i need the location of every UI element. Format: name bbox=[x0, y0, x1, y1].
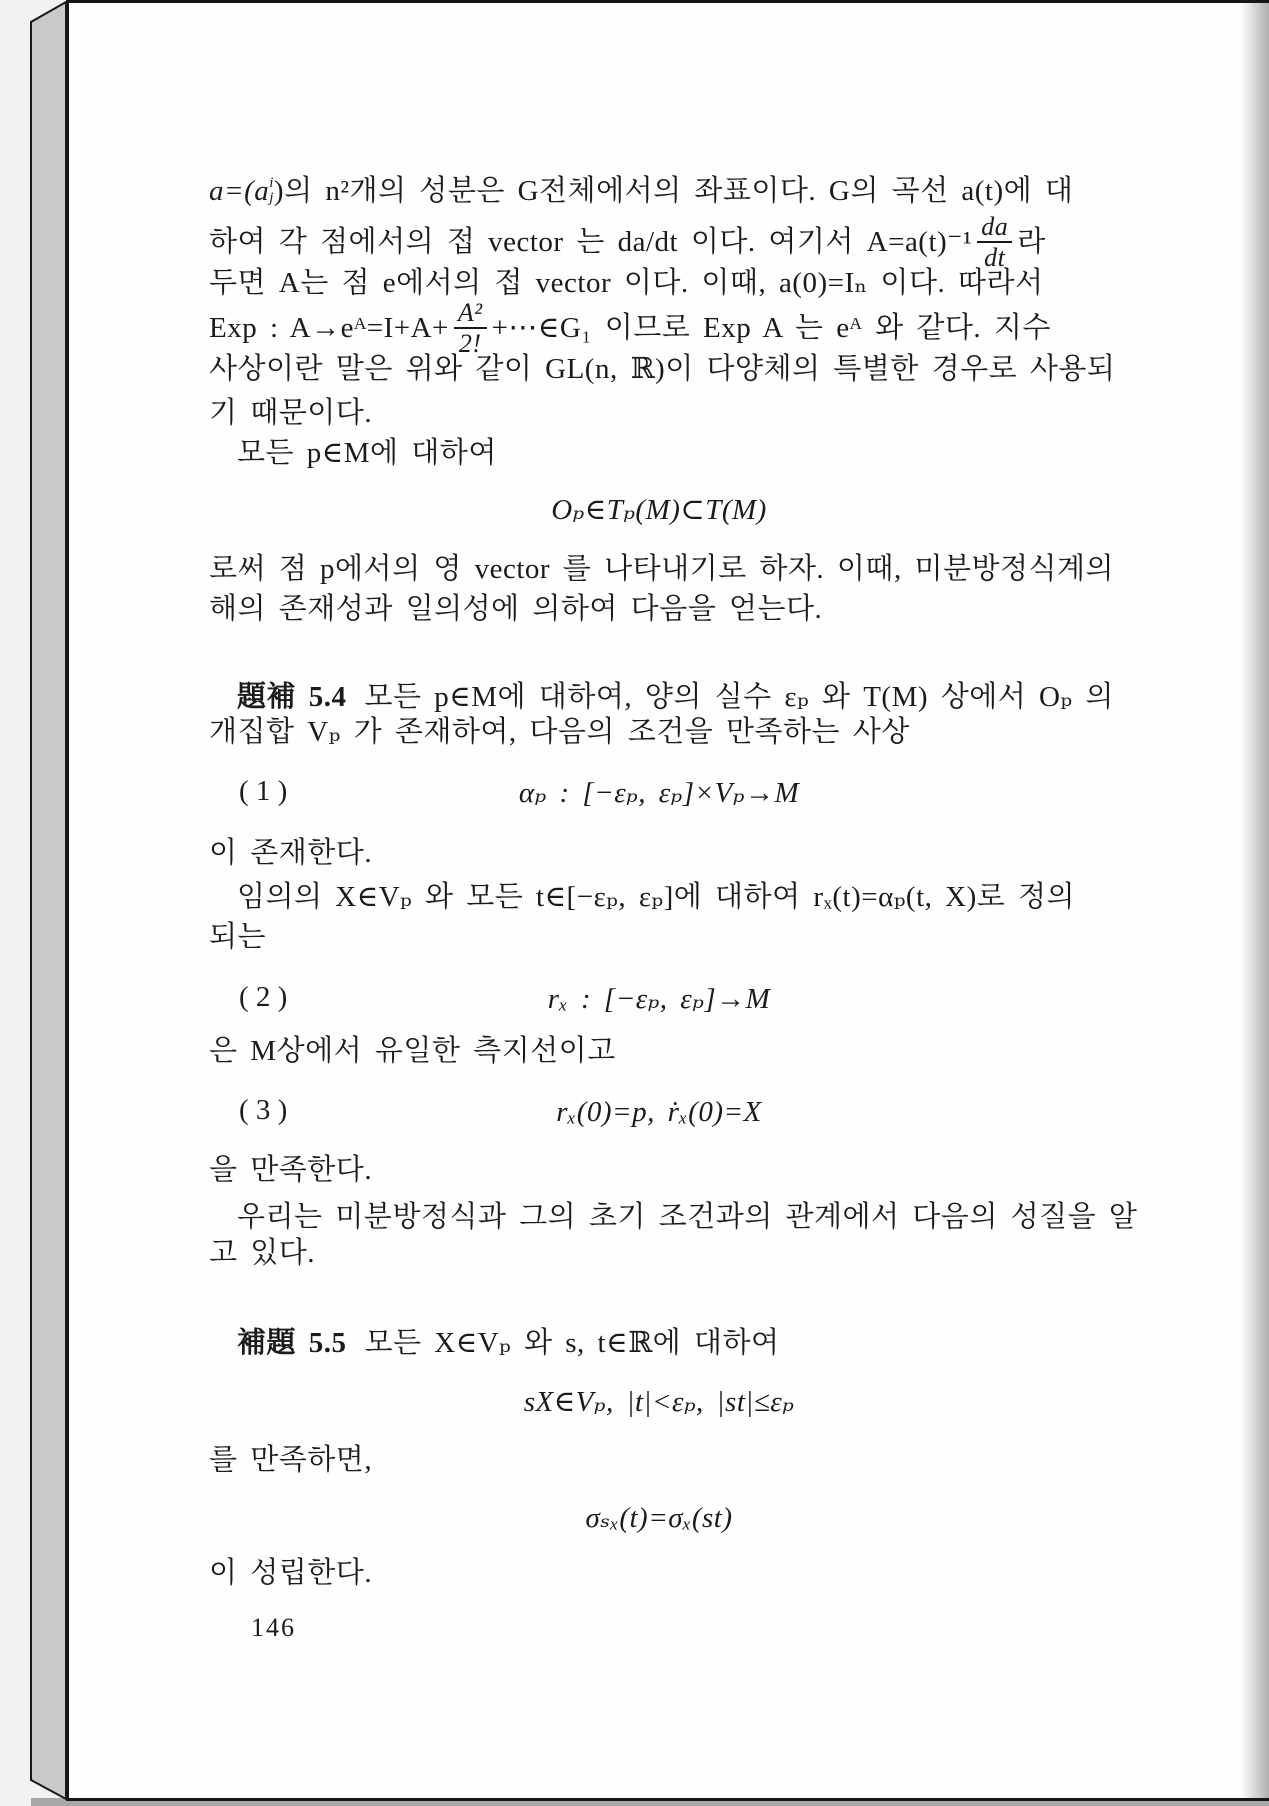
text-run: 우리는 미분방정식과 그의 초기 조건과의 관계에서 다음의 성질을 알 bbox=[237, 1201, 1138, 1233]
equation-1-row bbox=[209, 775, 1109, 811]
text-run: 임의의 X∈Vₚ 와 모든 t∈[−εₚ, εₚ]에 대하여 rₓ(t)=αₚ(t, X)로 정의 bbox=[237, 881, 1076, 913]
text-run: 은 M상에서 유일한 측지선이고 bbox=[209, 1035, 616, 1067]
formula-text: Oₚ∈Tₚ(M)⊂T(M) bbox=[551, 494, 767, 526]
display-formula-geodesic-map bbox=[209, 981, 1109, 1017]
text-line bbox=[209, 835, 372, 871]
text-line bbox=[209, 351, 1115, 387]
fraction-numerator: da bbox=[977, 213, 1012, 243]
formula-text: σₛₓ(t)=σₓ(st) bbox=[585, 1502, 733, 1534]
text-run: 고 있다. bbox=[209, 1237, 316, 1269]
text-line bbox=[209, 1442, 372, 1478]
text-run: 를 만족하면, bbox=[209, 1444, 373, 1476]
display-formula-zero-vector bbox=[209, 492, 1109, 528]
display-formula-sigma-identity bbox=[209, 1500, 1109, 1536]
text-run: 이 성립한다. bbox=[209, 1557, 373, 1589]
text-line bbox=[209, 551, 1114, 587]
formula-text: sX∈Vₚ, |t|<εₚ, |st|≤εₚ bbox=[523, 1386, 795, 1418]
equation-3-row bbox=[209, 1094, 1109, 1130]
text-run: 이 존재한다. bbox=[209, 837, 373, 869]
text-line bbox=[209, 173, 1073, 209]
text-run: 모든 p∈M에 대하여, 양의 실수 εₚ 와 T(M) 상에서 Oₚ 의 bbox=[364, 681, 1114, 713]
equation-number: ( 3 ) bbox=[239, 1094, 288, 1126]
text-run: 해의 존재성과 일의성에 의하여 다음을 얻는다. bbox=[209, 593, 823, 625]
lemma-55-label: 補題 5.5 bbox=[237, 1327, 347, 1359]
text-line bbox=[209, 299, 1051, 357]
text-run: 되는 bbox=[209, 921, 267, 953]
text-line bbox=[209, 591, 822, 627]
text-line bbox=[209, 211, 1046, 272]
display-formula-scaling-conditions bbox=[209, 1384, 1109, 1420]
text-line bbox=[209, 1555, 372, 1591]
text-run: Exp : A→eᴬ=I+A+ bbox=[209, 312, 449, 344]
text-line bbox=[209, 919, 266, 955]
index-sup: i bbox=[269, 175, 274, 191]
text-line bbox=[209, 395, 372, 431]
text-column bbox=[209, 3, 1138, 1798]
book-page bbox=[66, 0, 1269, 1801]
fraction-numerator: A² bbox=[454, 299, 487, 329]
text-line bbox=[209, 714, 910, 750]
text-line bbox=[237, 879, 1075, 915]
display-formula-initial-conditions bbox=[209, 1094, 1109, 1130]
display-formula-alpha-map bbox=[209, 775, 1109, 811]
text-run: 기 때문이다. bbox=[209, 397, 373, 429]
fraction-denominator: 2! bbox=[458, 329, 482, 358]
text-line bbox=[209, 265, 1044, 301]
text-line bbox=[209, 1235, 315, 1271]
equation-number: ( 2 ) bbox=[239, 981, 288, 1013]
fraction-a2-2fact bbox=[454, 299, 487, 358]
text-run: a=(a bbox=[209, 175, 270, 207]
text-run: 개집합 Vₚ 가 존재하여, 다음의 조건을 만족하는 사상 bbox=[209, 716, 910, 748]
formula-text: αₚ : [−εₚ, εₚ]×Vₚ→M bbox=[518, 777, 800, 809]
text-run: 을 만족한다. bbox=[209, 1154, 373, 1186]
spine-polygon bbox=[31, 2, 66, 1799]
page-number: 146 bbox=[251, 1613, 296, 1642]
text-line bbox=[209, 1033, 616, 1069]
equation-2-row bbox=[209, 981, 1109, 1017]
text-run: 하여 각 점에서의 접 vector 는 da/dt 이다. 여기서 A=a(t)⁻¹ bbox=[209, 226, 973, 258]
text-line bbox=[209, 1152, 372, 1188]
lemma-55-heading bbox=[237, 1325, 779, 1361]
text-run: 두면 A는 점 e에서의 접 vector 이다. 이때, a(0)=Iₙ 이다. 따라서 bbox=[209, 267, 1044, 299]
text-run: +⋯∈G₁ 이므로 Exp A 는 eᴬ 와 같다. 지수 bbox=[491, 312, 1051, 344]
text-run: )의 n²개의 성분은 G전체에서의 좌표이다. G의 곡선 a(t)에 대 bbox=[273, 175, 1074, 207]
lemma-54-label: 題補 5.4 bbox=[237, 681, 347, 713]
index-sub: j bbox=[269, 190, 274, 206]
text-run: 로써 점 p에서의 영 vector 를 나타내기로 하자. 이때, 미분방정식계의 bbox=[209, 553, 1115, 585]
formula-text: rₓ(0)=p, ṙₓ(0)=X bbox=[556, 1096, 762, 1128]
text-run: 사상이란 말은 위와 같이 GL(n, ℝ)이 다양체의 특별한 경우로 사용되 bbox=[209, 353, 1116, 385]
equation-number: ( 1 ) bbox=[239, 775, 288, 807]
text-line bbox=[237, 435, 497, 471]
text-run: 모든 X∈Vₚ 와 s, t∈ℝ에 대하여 bbox=[364, 1327, 780, 1359]
formula-text: rₓ : [−εₚ, εₚ]→M bbox=[547, 983, 771, 1015]
fraction-denominator: dt bbox=[984, 243, 1006, 272]
page-right-shade bbox=[1241, 3, 1269, 1798]
text-line bbox=[237, 1199, 1137, 1235]
text-run: 모든 p∈M에 대하여 bbox=[237, 437, 497, 469]
lemma-54-heading bbox=[237, 679, 1114, 715]
text-run: 라 bbox=[1017, 226, 1046, 258]
fraction-da-dt bbox=[977, 213, 1012, 272]
